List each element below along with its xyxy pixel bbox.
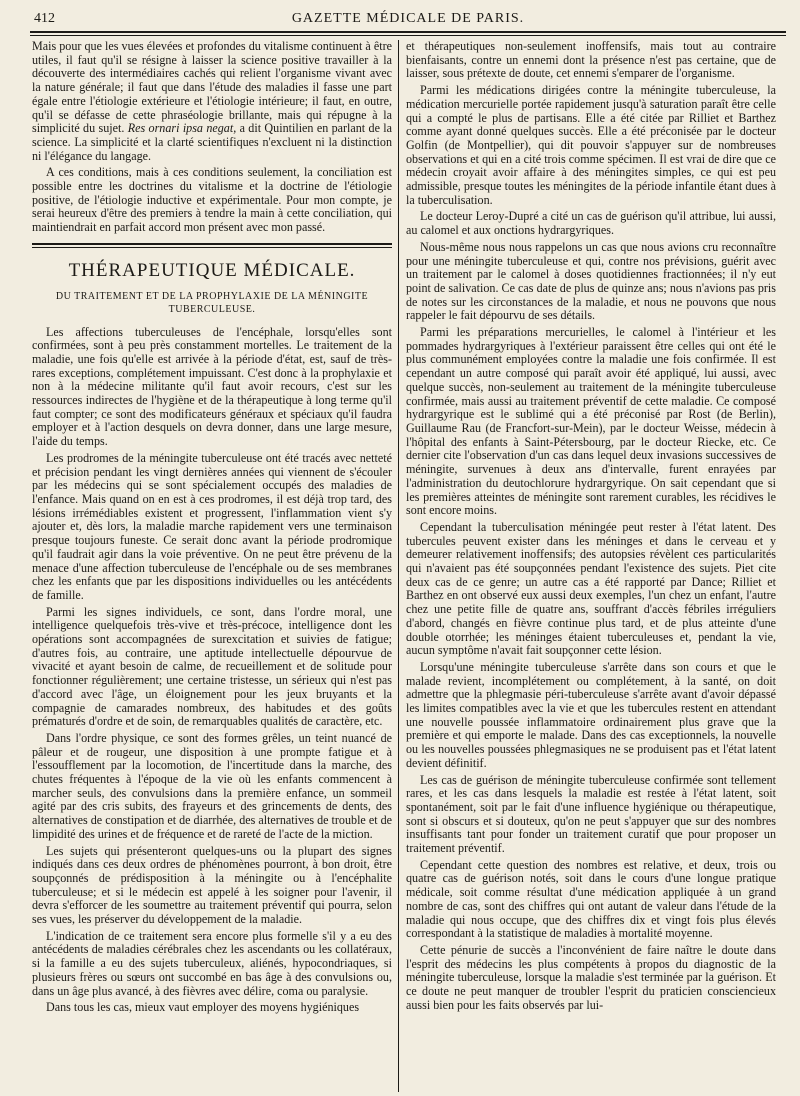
latin-quote: Res ornari ipsa negat,: [127, 121, 237, 136]
paragraph: Lorsqu'une méningite tuberculeuse s'arrête dans son cours et que le malade revient, incomplétement ou complétement, à la santé, on doit admettre que la phlegmasie péri-tuberculeuse s'arrête avant d'avoir dépassé les limites compatibles avec la vie et que les tubercules restent en attendant une nouvelle poussée inflammatoire ordinairement plus grave que la première et qui emporte le malade. Dans des cas exceptionnels, la nouvelle ou les nouvelles poussées phlegmasiques ne se produisent pas et l'état latent devient définitif.: [406, 659, 776, 770]
paragraph: Les sujets qui présenteront quelques-uns ou la plupart des signes indiqués dans ces deux ordres de phénomènes pourront, à bon droit, être soupçonnés de prédisposition à la méningite ou à l'encéphalite tuberculeuse; et si le médecin est appelé à les soigner pour l'avenir, il devra s'efforcer de les soumettre au traitement préventif qui pourra, selon ses vues, les préserver du développement de la maladie.: [32, 843, 392, 927]
paragraph: Parmi les médications dirigées contre la méningite tuberculeuse, la médication mercurielle portée rapidement jusqu'à saturation paraît être celle qui a compté le plus de partisans. Elle a été citée par Rilliet et Barthez comme ayant donné quelques succès. Elle a été préconisée par le docteur Golfin (de Montpellier), qui dit pouvoir s'appuyer sur de nombreuses observations et qui en a cité trois comme spécimen. Il est vrai de dire que ce médecin croyait avoir affaire à des méningites simples, ce qui est peu admissible, presque toutes les méningites de la période infantile étant dues à la tuberculisation.: [406, 83, 776, 207]
page-number: 412: [34, 11, 55, 26]
article-title: DU TRAITEMENT ET DE LA PROPHYLAXIE DE LA MÉNINGITE TUBERCULEUSE.: [55, 290, 369, 315]
paragraph: [32, 40, 392, 163]
paragraph: Cependant cette question des nombres est relative, et deux, trois ou quatre cas de guérison notés, soit dans le cours d'une longue pratique médicale, soit comme résultat d'une médication appliquée à un grand nombre de cas, sont des chiffres qui ont autant de valeur dans l'étude de la maladie qui nous occupe, que des chiffres dix et vingt fois plus élevés correspondant à la statistique de maladies à mortalité moyenne.: [406, 857, 776, 941]
header-rule: [30, 31, 786, 33]
paragraph: L'indication de ce traitement sera encore plus formelle s'il y a eu des antécédents de maladies cérébrales chez les ascendants ou les collatéraux, si la famille a eu des sujets tuberculeux, aliénés, hypocondriaques, si plusieurs frères ou sœurs ont succombé en bas âge à des convulsions ou, dans un âge plus avancé, à des fièvres avec délire, coma ou paralysie.: [32, 928, 392, 998]
paragraph: Les prodromes de la méningite tuberculeuse ont été tracés avec netteté et précision pendant les vingt dernières années qui viennent de s'écouler par les médecins qui se sont spécialement occupés des maladies de l'enfance. Mais quand on en est à ces prodromes, il est déjà trop tard, des lésions irrémédiables existent et progressent, l'inflammation vient s'y ajouter et, dès lors, la maladie marche rapidement vers une terminaison presque toujours funeste. Ce serait donc avant la période prodromique qu'il faudrait agir dans la voie préventive. On ne peut être prévenu de la menace d'une affection tuberculeuse de l'encéphale ou de ses membranes chez les enfants que par les dispositions individuelles ou les antécédents de famille.: [32, 450, 392, 602]
paragraph-text: Mais pour que les vues élevées et profondes du vitalisme continuent à être utiles, il faut qu'il se résigne à laisser la science positive travailler à la découverte des intermédiaires cachés qui relient l'organisme vivant avec la nature générale; il faut que dans l'étude des maladies il fasse une part égale entre l'étiologie extérieure et l'étiologie intérieure; il faut, en outre, qu'il se défasse de cette phraséologie brillante, mais qui répugne à la simplicité du sujet.: [32, 40, 392, 136]
paragraph: Parmi les préparations mercurielles, le calomel à l'intérieur et les pommades hydrargyriques à l'extérieur paraissent être celles qui ont été le plus communément employées contre la maladie une fois confirmée. Il est cependant un autre composé qui paraît avoir été appliqué, lui aussi, avec quelque succès, non-seulement au traitement de la méningite tuberculeuse confirmée, mais aussi au traitement préventif de cette maladie. Ce composé hydrargyrique est le sublimé qui a été préconisé par Rost (de Berlin), Guillaume Rau (de Francfort-sur-Mein), par le docteur Weisse, médecin à l'hôpital des enfants à Saint-Pétersbourg, par le docteur Riecke, etc. Ce dernier cite l'observation d'un cas dans lequel deux invasions successives de méningite, survenues à deux ans d'intervalle, furent enrayées par l'administration du deutochlorure hydrargyrique. On sait cependant que si les premières atteintes de méningite sont rarement curables, les récidives le sont encore moins.: [406, 325, 776, 518]
left-column: [32, 40, 392, 1092]
right-column: [406, 40, 776, 1092]
section-title: THÉRAPEUTIQUE MÉDICALE.: [68, 259, 356, 281]
journal-title: GAZETTE MÉDICALE DE PARIS.: [291, 11, 525, 26]
paragraph: Parmi les signes individuels, ce sont, dans l'ordre moral, une intelligence quelquefois très-vive et très-précoce, intelligence dont les opérations sont accompagnées de surexcitation et suivies de fatigue; d'autres fois, au contraire, une aptitude intellectuelle dépourvue de vivacité et ayant besoin de calme, de recueillement et de solitude pour fonctionner régulièrement; une certaine tristesse, un sérieux qui n'est pas d'accord avec l'âge, un éloignement pour les jeux bruyants et la compagnie de camarades nombreux, des habitudes et des goûts prématurés d'ordre et de soin, de remarquables qualités de caractère, etc.: [32, 604, 392, 729]
header-rule-thin: [30, 35, 786, 36]
paragraph: Les affections tuberculeuses de l'encéphale, lorsqu'elles sont confirmées, sont à peu près constamment mortelles. Le traitement de la maladie, une fois qu'elle est arrivée à la période d'état, est, sauf de très-rares exceptions, complétement impuissant. C'est donc à la prophylaxie et non à la médecine militante qu'il faut avoir recours, c'est sur les ressources indirectes de l'hygiène et de la thérapeutique à long terme qu'il faut compter; ce sont des modificateurs généraux et spéciaux qu'il faudra employer et à l'action desquels on devra donner, dans une large mesure, l'aide du temps.: [32, 324, 392, 449]
paragraph: Cette pénurie de succès a l'inconvénient de faire naître le doute dans l'esprit des médecins les plus compétents à propos du diagnostic de la méningite tuberculeuse, lorsque la maladie s'est terminée par la guérison. Et ce doute ne peut manquer de troubler l'esprit du praticien consciencieux aussi bien pour les faits observés par lui-: [406, 943, 776, 1012]
paragraph: Dans tous les cas, mieux vaut employer des moyens hygiéniques: [46, 1000, 360, 1015]
section-divider: [32, 243, 392, 248]
paragraph: Nous-même nous nous rappelons un cas que nous avions cru reconnaître pour une méningite tuberculeuse et qui, contre nos prévisions, guérit avec un traitement par le calomel à doses quotidiennes fractionnées; il n'y eut point de salivation. Ce cas date de plus de quinze ans; nous n'avions pas pris de notes sur les circonstances de la maladie, et nous ne pouvons que nous rappeler le fait dépourvu de ses détails.: [406, 239, 776, 323]
paragraph: A ces conditions, mais à ces conditions seulement, la conciliation est possible entre les doctrines du vitalisme et la doctrine de l'étiologie positive, de l'étiologie inductive et expérimentale. Pour mon compte, je serai heureux d'être des premiers à tendre la main à cette conciliation, qui maintiendrait en parfait accord mon présent avec mon passé.: [32, 165, 392, 235]
column-divider: [398, 40, 399, 1092]
paragraph: Les cas de guérison de méningite tuberculeuse confirmée sont tellement rares, et les cas dans lesquels la maladie est restée à l'état latent, soit spontanément, soit par le fait d'une influence hygiénique ou thérapeutique, sont si obscurs et si douteux, qu'on ne peut s'appuyer que sur des nombres insuffisants tant pour fonder un traitement curatif que pour proposer un traitement préventif.: [406, 772, 776, 856]
paragraph: et thérapeutiques non-seulement inoffensifs, mais tout au contraire bienfaisants, contre un ennemi dont la présence n'est pas certaine, que de laisser, sous prétexte de doute, cet ennemi s'emparer de l'organisme.: [406, 40, 776, 81]
paragraph: Le docteur Leroy-Dupré a cité un cas de guérison qu'il attribue, lui aussi, au calomel et aux onctions hydrargyriques.: [406, 209, 776, 238]
page-header: [30, 8, 786, 30]
paragraph: Dans l'ordre physique, ce sont des formes grêles, un teint nuancé de pâleur et de rougeur, une disposition à une prompte fatigue et à l'essoufflement par la locomotion, de l'incertitude dans la marche, des chutes fréquentes à l'époque de la vie où les enfants commencent à marcher seuls, des convulsions dans la première enfance, un sommeil agité par des cris subits, des frayeurs et des grincements de dents, des alternatives de constipation et de diarrhée, des alternatives de trouble et de limpidité des urines et de fréquence et de rareté de l'acte de la miction.: [32, 730, 392, 841]
paragraph-text: a dit Quintilien en parlant de la science. La simplicité et la clarté scientifiques n'excluent ni la distinction ni l'élégance du langage.: [32, 121, 392, 163]
paragraph: Cependant la tuberculisation méningée peut rester à l'état latent. Des tubercules peuvent exister dans les méninges et dans le cerveau et y demeurer relativement inoffensifs; des autopsies révèlent ces particularités qui n'avaient pas été soupçonnées pendant l'existence des sujets. Piet cite deux cas de ce genre; un autre cas a été rapporté par Dance; Rilliet et Barthez en ont observé eux aussi deux exemples, l'un chez un enfant, l'autre chez une petite fille de quatre ans, souffrant d'accès fébriles irréguliers d'abord, changés en fièvre continue plus tard, et de plus atteinte d'une double otorrhée; les méninges étaient tuberculeuses et, pendant la vie, aucun symptôme n'avait fait soupçonner cette lésion.: [406, 519, 776, 658]
